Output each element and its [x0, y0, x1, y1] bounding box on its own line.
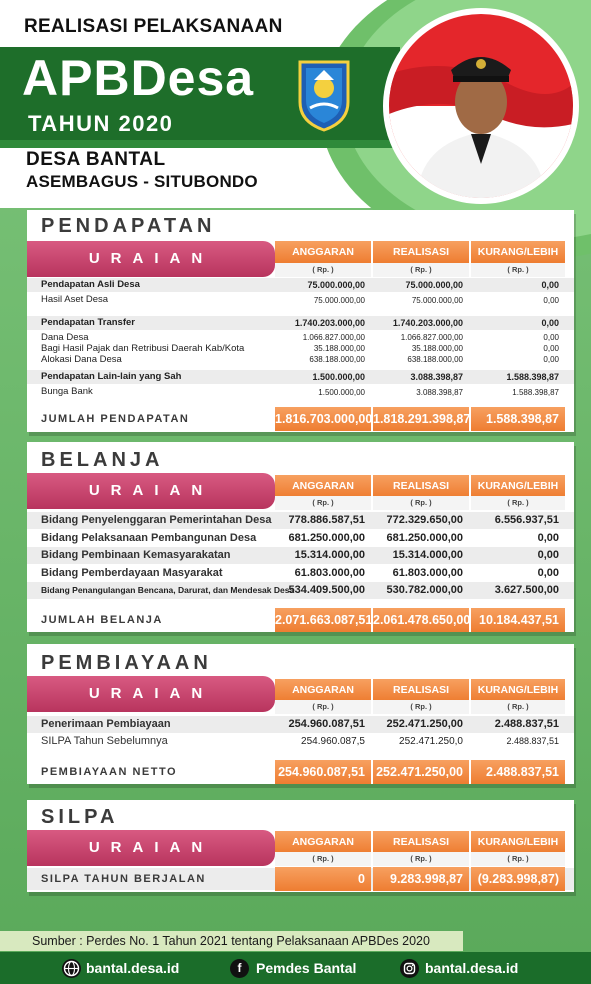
instagram-icon [400, 959, 419, 978]
unit-label: ( Rp. ) [275, 852, 371, 866]
col-realisasi: REALISASI [373, 831, 469, 853]
cell-kurang: 0,00 [543, 355, 559, 364]
row-label: Hasil Aset Desa [41, 294, 109, 305]
total-realisasi: 2.061.478.650,00 [373, 608, 469, 632]
col-kurang-lebih: KURANG/LEBIH [471, 241, 565, 263]
col-kurang-lebih: KURANG/LEBIH [471, 831, 565, 853]
total-anggaran: 254.960.087,51 [275, 760, 371, 784]
cell-kurang: 1.588.398,87 [506, 372, 559, 382]
uraian-header: URAIAN [27, 830, 275, 866]
cell-realisasi: 638.188.000,00 [407, 355, 463, 364]
cell-realisasi: 252.471.250,00 [386, 718, 463, 730]
cell-anggaran: 1.500.000,00 [312, 372, 365, 382]
unit-label: ( Rp. ) [373, 852, 469, 866]
row-label: Bagi Hasil Pajak dan Retribusi Daerah Kab/Kota [41, 343, 245, 354]
total-kurang: 10.184.437,51 [471, 608, 565, 632]
cell-kurang: 0,00 [537, 549, 559, 561]
section-title-belanja: BELANJA [41, 449, 164, 471]
cell-anggaran: 35.188.000,00 [313, 344, 365, 353]
cell-realisasi: 61.803.000,00 [392, 567, 463, 579]
section-title-silpa: SILPA [41, 806, 119, 828]
cell-realisasi: 3.088.398,87 [416, 388, 463, 397]
unit-label: ( Rp. ) [471, 700, 565, 714]
cell-anggaran: 1.066.827.000,00 [302, 333, 365, 342]
total-anggaran: 1.816.703.000,00 [275, 407, 371, 431]
cell-realisasi: 75.000.000,00 [411, 296, 463, 305]
col-kurang-lebih: KURANG/LEBIH [471, 475, 565, 497]
cell-realisasi: 681.250.000,00 [386, 532, 463, 544]
cell-kurang: 1.588.398,87 [512, 388, 559, 397]
pendapatan-panel [27, 210, 574, 432]
cell-kurang: 0,00 [537, 567, 559, 579]
cell-realisasi: 530.782.000,00 [386, 584, 463, 596]
cell-anggaran: 75.000.000,00 [313, 296, 365, 305]
cell-anggaran: 75.000.000,00 [307, 280, 365, 290]
uraian-header: URAIAN [27, 473, 275, 509]
cell-realisasi: 1.740.203.000,00 [392, 318, 463, 328]
cell-kurang: 3.627.500,00 [494, 584, 559, 596]
pembiayaan-panel [27, 644, 574, 784]
row-label: Pendapatan Transfer [41, 317, 135, 328]
cell-kurang: 0,00 [541, 318, 559, 328]
cell-kurang: 6.556.937,51 [494, 514, 559, 526]
facebook-link[interactable]: Pemdes Bantal [256, 960, 357, 976]
cell-anggaran: 681.250.000,00 [288, 532, 365, 544]
row-label: Alokasi Dana Desa [41, 354, 122, 365]
total-kurang: (9.283.998,87) [471, 867, 565, 891]
cell-realisasi: 1.066.827.000,00 [400, 333, 463, 342]
row-label: Bidang Penyelenggaran Pemerintahan Desa [41, 514, 272, 526]
section-title-pendapatan: PENDAPATAN [41, 215, 216, 237]
section-title-pembiayaan: PEMBIAYAAN [41, 652, 212, 674]
header-band-stripe [0, 140, 395, 148]
row-label: Bidang Pemberdayaan Masyarakat [41, 567, 223, 579]
col-realisasi: REALISASI [373, 241, 469, 263]
website-link[interactable]: bantal.desa.id [86, 960, 180, 976]
total-realisasi: 252.471.250,00 [373, 760, 469, 784]
official-portrait [389, 14, 573, 198]
col-anggaran: ANGGARAN [275, 831, 371, 853]
footer-bar [0, 952, 591, 984]
row-label: Pendapatan Asli Desa [41, 279, 140, 290]
col-anggaran: ANGGARAN [275, 679, 371, 701]
unit-label: ( Rp. ) [471, 263, 565, 277]
cell-anggaran: 1.740.203.000,00 [294, 318, 365, 328]
total-realisasi: 1.818.291.398,87 [373, 407, 469, 431]
header-year: TAHUN 2020 [28, 111, 174, 136]
cell-kurang: 0,00 [543, 296, 559, 305]
row-label: Penerimaan Pembiayaan [41, 718, 171, 730]
unit-label: ( Rp. ) [373, 496, 469, 510]
cell-kurang: 0,00 [543, 344, 559, 353]
facebook-icon: f [230, 959, 249, 978]
source-note: Sumber : Perdes No. 1 Tahun 2021 tentang Pelaksanaan APBDes 2020 [0, 931, 463, 951]
unit-label: ( Rp. ) [471, 852, 565, 866]
cell-realisasi: 35.188.000,00 [411, 344, 463, 353]
cell-realisasi: 772.329.650,00 [386, 514, 463, 526]
cell-anggaran: 778.886.587,51 [288, 514, 365, 526]
total-realisasi: 9.283.998,87 [373, 867, 469, 891]
header-title: APBDesa [22, 50, 255, 106]
unit-label: ( Rp. ) [471, 496, 565, 510]
uraian-header: URAIAN [27, 676, 275, 712]
silpa-panel [27, 800, 574, 892]
col-anggaran: ANGGARAN [275, 475, 371, 497]
total-label: SILPA TAHUN BERJALAN [41, 873, 206, 885]
total-label: PEMBIAYAAN NETTO [41, 766, 178, 778]
unit-label: ( Rp. ) [275, 263, 371, 277]
instagram-link[interactable]: bantal.desa.id [425, 960, 519, 976]
header-village: DESA BANTAL [26, 149, 166, 170]
total-label: JUMLAH BELANJA [41, 614, 163, 626]
globe-icon [62, 959, 81, 978]
cell-kurang: 2.488.837,51 [506, 736, 559, 746]
cell-realisasi: 15.314.000,00 [392, 549, 463, 561]
header-district: ASEMBAGUS - SITUBONDO [26, 172, 258, 191]
cell-anggaran: 534.409.500,00 [288, 584, 365, 596]
col-anggaran: ANGGARAN [275, 241, 371, 263]
unit-label: ( Rp. ) [275, 700, 371, 714]
unit-label: ( Rp. ) [373, 700, 469, 714]
cell-anggaran: 61.803.000,00 [294, 567, 365, 579]
total-kurang: 2.488.837,51 [471, 760, 565, 784]
col-kurang-lebih: KURANG/LEBIH [471, 679, 565, 701]
cell-anggaran: 1.500.000,00 [318, 388, 365, 397]
header-line1: REALISASI PELAKSANAAN [24, 16, 283, 37]
cell-kurang: 0,00 [543, 333, 559, 342]
row-label: Bidang Pembinaan Kemasyarakatan [41, 549, 231, 561]
total-anggaran: 2.071.663.087,51 [275, 608, 371, 632]
cell-anggaran: 638.188.000,00 [309, 355, 365, 364]
cell-realisasi: 3.088.398,87 [410, 372, 463, 382]
uraian-header: URAIAN [27, 241, 275, 277]
cell-realisasi: 75.000.000,00 [405, 280, 463, 290]
total-anggaran: 0 [275, 867, 371, 891]
row-label: Pendapatan Lain-lain yang Sah [41, 371, 182, 382]
cell-kurang: 0,00 [537, 532, 559, 544]
total-kurang: 1.588.398,87 [471, 407, 565, 431]
row-label: Bidang Penangulangan Bencana, Darurat, dan Mendesak Desa [41, 585, 295, 595]
row-label: Bidang Pelaksanaan Pembangunan Desa [41, 532, 257, 544]
cell-kurang: 2.488.837,51 [494, 718, 559, 730]
row-label: Dana Desa [41, 332, 89, 343]
row-label: Bunga Bank [41, 386, 93, 397]
cell-anggaran: 254.960.087,5 [301, 736, 365, 747]
col-realisasi: REALISASI [373, 475, 469, 497]
belanja-panel [27, 442, 574, 632]
row-label: SILPA Tahun Sebelumnya [41, 735, 168, 747]
cell-kurang: 0,00 [541, 280, 559, 290]
col-realisasi: REALISASI [373, 679, 469, 701]
cell-realisasi: 252.471.250,0 [399, 736, 463, 747]
unit-label: ( Rp. ) [373, 263, 469, 277]
regency-emblem-icon [296, 56, 352, 132]
cell-anggaran: 15.314.000,00 [294, 549, 365, 561]
total-label: JUMLAH PENDAPATAN [41, 413, 190, 425]
unit-label: ( Rp. ) [275, 496, 371, 510]
cell-anggaran: 254.960.087,51 [288, 718, 365, 730]
